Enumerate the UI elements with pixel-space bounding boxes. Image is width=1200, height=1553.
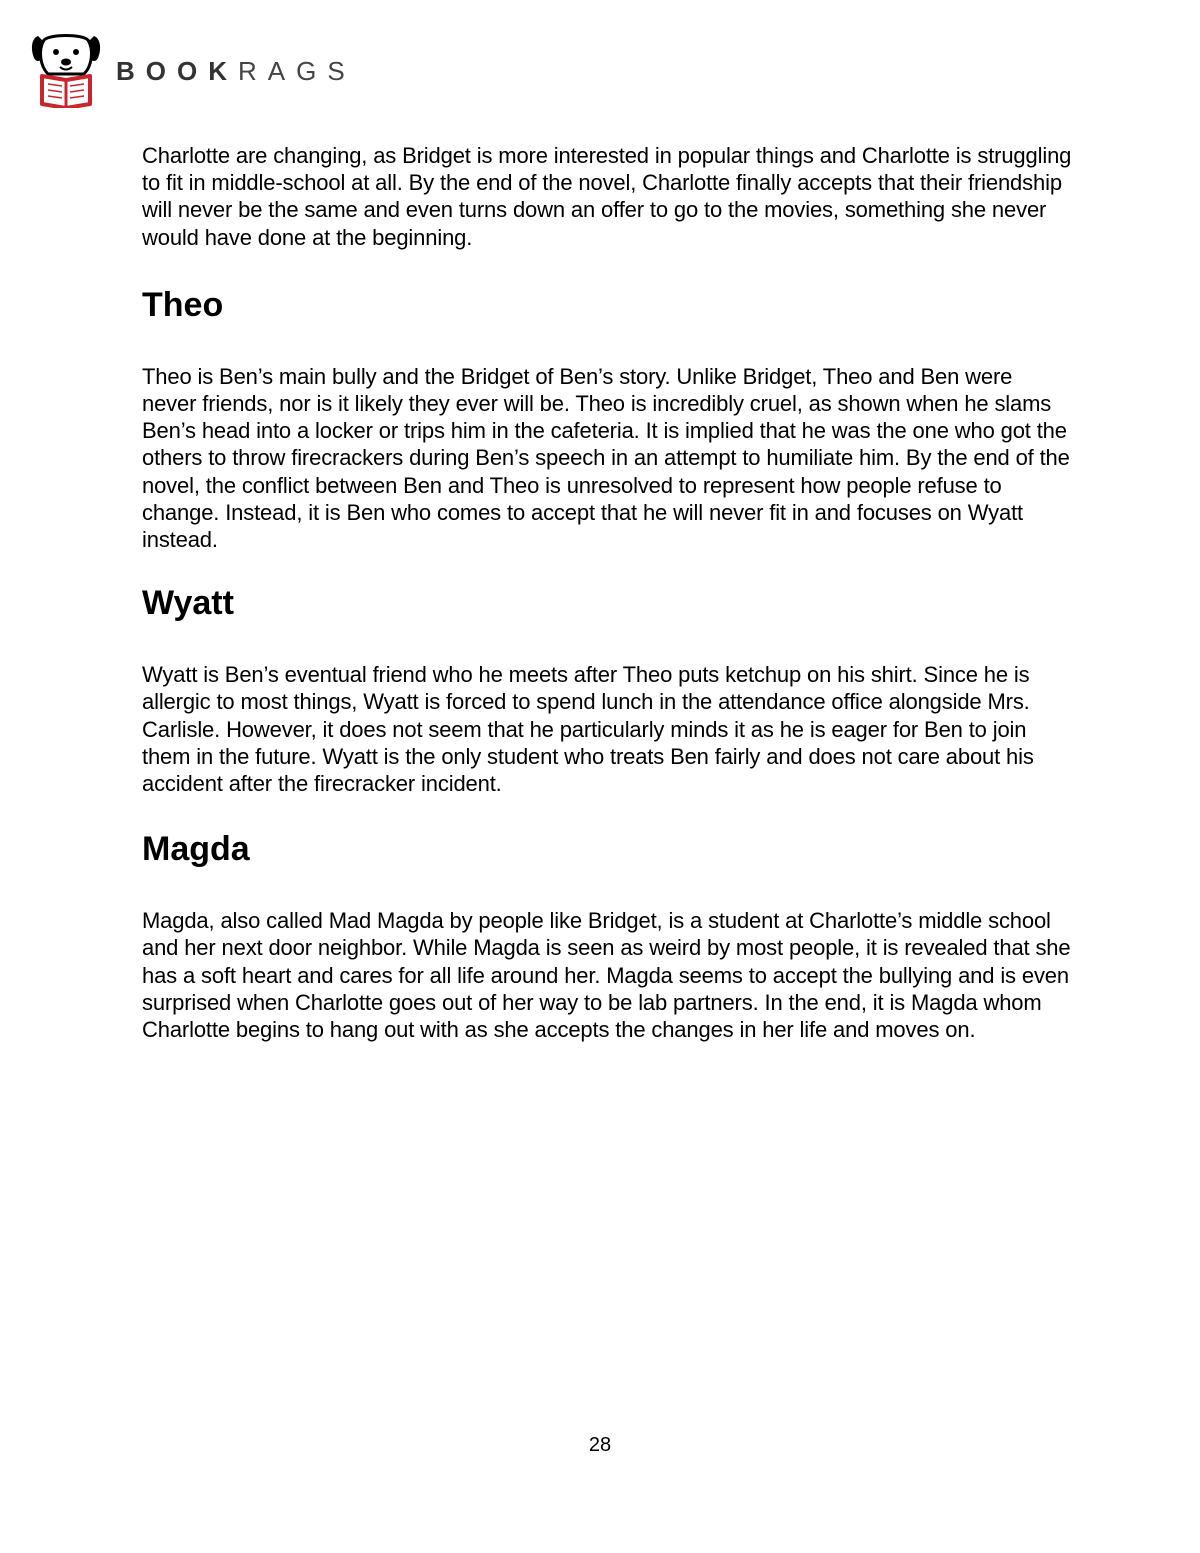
- section-heading-wyatt: Wyatt: [142, 584, 234, 623]
- section-paragraph-magda: Magda, also called Mad Magda by people like Bridget, is a student at Charlotte’s middle school and her next door neighbor. While Magda is seen as weird by most people, it is revealed that she has a soft heart and cares for all life around her. Magda seems to accept the bullying and is even surprised when Charlotte goes out of her way to be lab partners. In the end, it is Magda whom Charlotte begins to hang out with as she accepts the changes in her life and moves on.: [142, 908, 1071, 1043]
- logo-word-bold: BOOK: [116, 56, 238, 86]
- page-number: 28: [588, 1434, 612, 1456]
- page-content: [142, 142, 1072, 1043]
- section-paragraph-wyatt: Wyatt is Ben’s eventual friend who he meets after Theo puts ketchup on his shirt. Since he is allergic to most things, Wyatt is forced to spend lunch in the attendance office alongside Mrs. Carlisle. However, it does not seem that he particularly minds it as he is eager for Ben to join them in the future. Wyatt is the only student who treats Ben fairly and does not care about his accident after the firecracker incident.: [142, 662, 1034, 797]
- section-heading-magda: Magda: [142, 830, 250, 869]
- section-paragraph-theo: Theo is Ben’s main bully and the Bridget of Ben’s story. Unlike Bridget, Theo and Ben were never friends, nor is it likely they ever will be. Theo is incredibly cruel, as shown when he slams Ben’s head into a locker or trips him in the cafeteria. It is implied that he was the one who got the others to throw firecrackers during Ben’s speech in an attempt to humiliate him. By the end of the novel, the conflict between Ben and Theo is unresolved to represent how people refuse to change. Instead, it is Ben who comes to accept that he will never fit in and focuses on Wyatt instead.: [142, 363, 1070, 553]
- dog-with-book-icon: [30, 32, 102, 108]
- bookrags-logo[interactable]: [30, 32, 356, 110]
- intro-paragraph: Charlotte are changing, as Bridget is more interested in popular things and Charlotte is struggling to fit in middle-school at all. By the end of the novel, Charlotte finally accepts that their friendship will never be the same and even turns down an offer to go to the movies, something she never would have done at the beginning.: [142, 143, 1072, 250]
- section-heading-theo: Theo: [142, 285, 224, 324]
- logo-word-light: RAGS: [238, 56, 356, 86]
- logo-wordmark: [116, 56, 356, 86]
